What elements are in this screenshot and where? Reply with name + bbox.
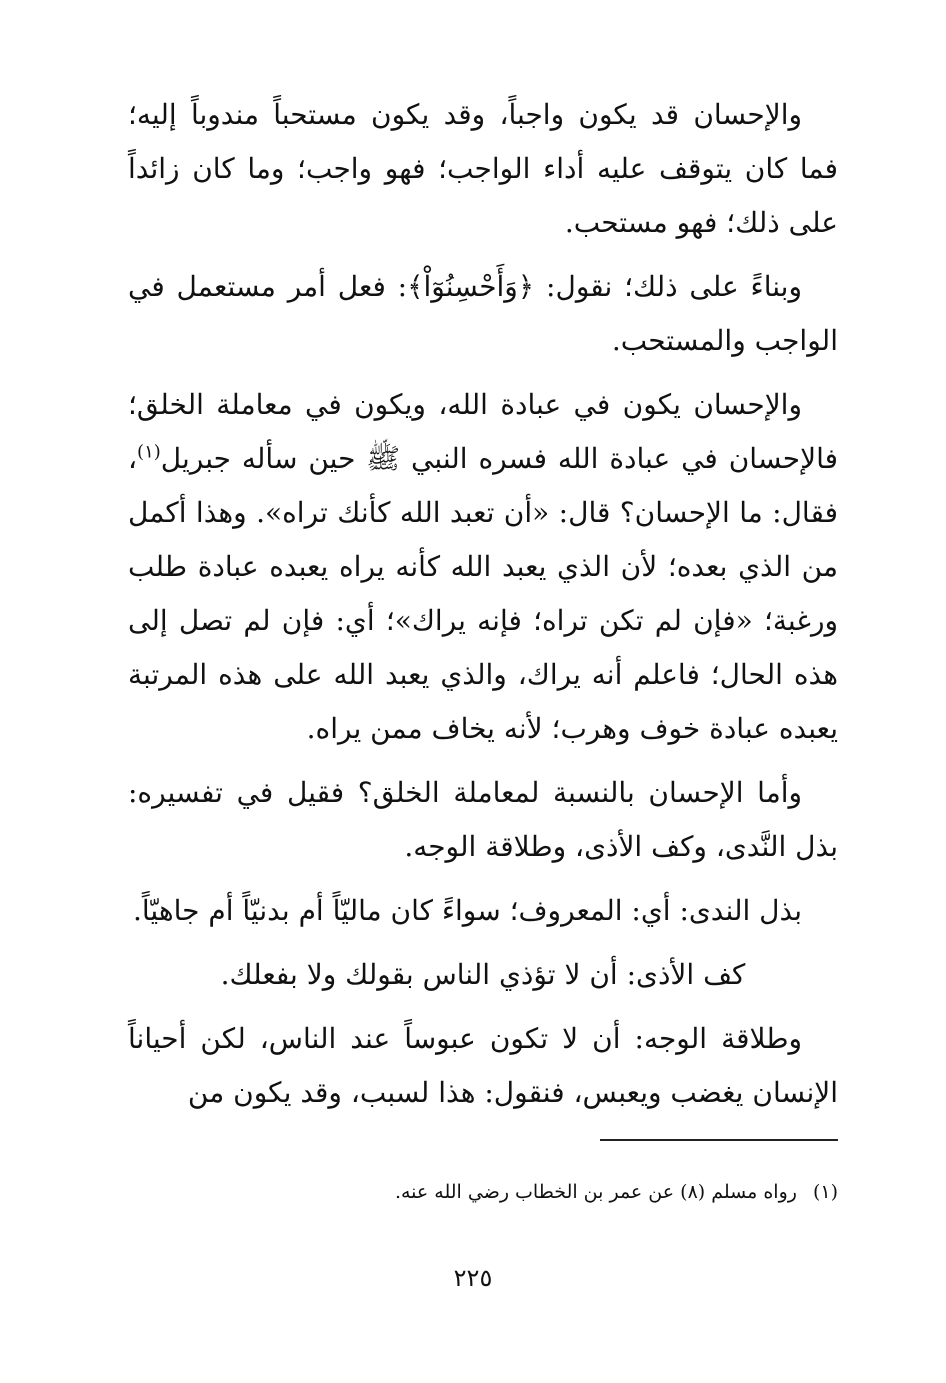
paragraph-face: وطلاقة الوجه: أن لا تكون عبوساً عند الناس، لكن أحياناً الإنسان يغضب ويعبس، فنقول: هذا لسبب، وقد يكون من <box>128 1022 838 1109</box>
paragraph-worship-start: والإحسان يكون في عبادة الله، ويكون في معاملة الخلق؛ فالإحسان في عبادة الله فسره النبي ﷺ حين سأله جبريل <box>128 388 838 475</box>
paragraph-obligation: والإحسان قد يكون واجباً، وقد يكون مستحباً مندوباً إليه؛ فما كان يتوقف عليه أداء الواجب؛ فهو واجب؛ وما كان زائداً على ذلك؛ فهو مستحب. <box>128 98 838 239</box>
paragraph-command: وبناءً على ذلك؛ نقول: ﴿وَأَحْسِنُوٓاْ﴾: فعل أمر مستعمل في الواجب والمستحب. <box>128 270 838 357</box>
footnote-text: رواه مسلم (٨) عن عمر بن الخطاب رضي الله عنه. <box>394 1181 797 1203</box>
paragraph-dealing: وأما الإحسان بالنسبة لمعاملة الخلق؟ فقيل في تفسيره: بذل النَّدى، وكف الأذى، وطلاقة الوجه. <box>128 776 838 863</box>
footnote-reference: (١) <box>137 441 161 463</box>
paragraph-harm: كف الأذى: أن لا تؤذي الناس بقولك ولا بفعلك. <box>220 958 746 991</box>
footnote-divider <box>600 1139 838 1141</box>
paragraph-worship-end: ، فقال: ما الإحسان؟ قال: «أن تعبد الله كأنك تراه». وهذا أكمل من الذي بعده؛ لأن الذي يعبد الله كأنه يراه يعبده عبادة طلب ورغبة؛ «فإن لم تكن تراه؛ فإنه يراك»؛ أي: فإن لم تصل إلى هذه الحال؛ فاعلم أنه يراك، والذي يعبد الله على هذه المرتبة يعبده عبادة خوف وهرب؛ لأنه يخاف ممن يراه. <box>128 442 838 745</box>
footnote-number: (١) <box>812 1181 838 1203</box>
main-text <box>128 88 838 1130</box>
paragraph-generosity: بذل الندى: أي: المعروف؛ سواءً كان ماليّاً أم بدنيّاً أم جاهيّاً. <box>133 894 802 927</box>
paragraph-worship <box>128 378 838 756</box>
footnote <box>128 1178 838 1206</box>
page-number: ٢٢٥ <box>453 1264 493 1292</box>
